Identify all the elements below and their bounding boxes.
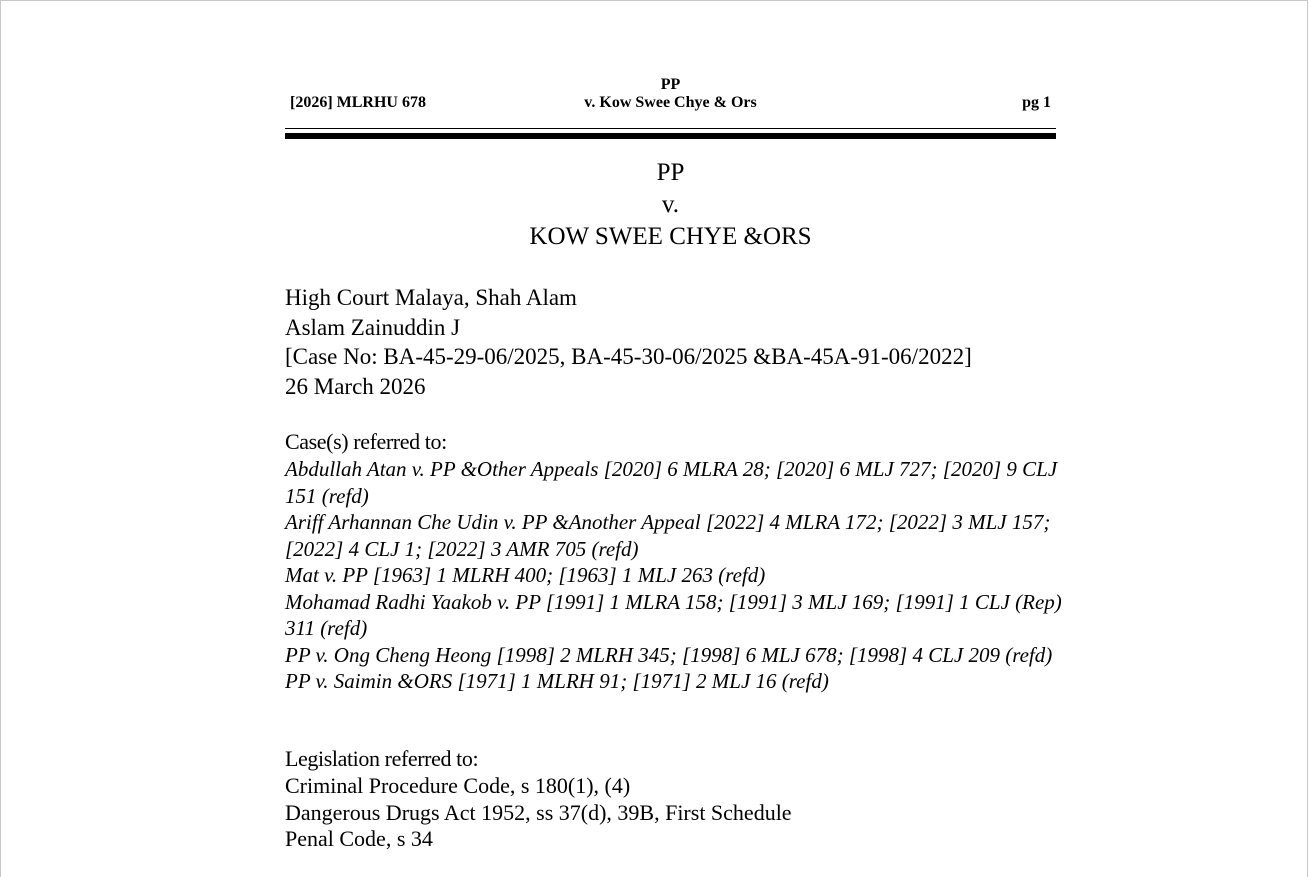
- header-citation: [2026] MLRHU 678: [290, 94, 426, 111]
- header-parties: [285, 76, 1056, 112]
- title-versus: v.: [661, 191, 680, 218]
- header-rule-thick: [285, 133, 1056, 139]
- case-number: [Case No: BA-45-29-06/2025, BA-45-30-06/2025 &BA-45A-91-06/2022]: [285, 344, 972, 369]
- case-citation-item: Abdullah Atan v. PP &Other Appeals [2020] 6 MLRA 28; [2020] 6 MLJ 727; [2020] 9 CLJ 151 (refd): [285, 457, 1058, 508]
- header-rule-thin: [285, 128, 1056, 129]
- title-appellant: PP: [656, 159, 685, 186]
- judgment-date: 26 March 2026: [285, 373, 426, 399]
- cases-referred-list: [285, 456, 1065, 695]
- running-header: [285, 74, 1056, 118]
- case-citation-item: Mohamad Radhi Yaakob v. PP [1991] 1 MLRA 158; [1991] 3 MLJ 169; [1991] 1 CLJ (Rep) 311 (refd): [285, 589, 1062, 640]
- cases-referred-section: [285, 428, 1065, 695]
- case-title: [285, 157, 1056, 253]
- title-respondent: KOW SWEE CHYE &ORS: [529, 223, 812, 250]
- legislation-referred-list: [285, 773, 1065, 853]
- header-page-number: pg 1: [1022, 94, 1051, 111]
- header-parties-line2: v. Kow Swee Chye & Ors: [584, 94, 757, 111]
- case-citation-item: Ariff Arhannan Che Udin v. PP &Another Appeal [2022] 4 MLRA 172; [2022] 3 MLJ 157; [2022] 4 CLJ 1; [2022] 3 AMR 705 (refd): [285, 510, 1051, 561]
- court-name: High Court Malaya, Shah Alam: [285, 285, 577, 310]
- legislation-item: Dangerous Drugs Act 1952, ss 37(d), 39B, First Schedule: [285, 799, 792, 825]
- legislation-referred-heading: Legislation referred to:: [285, 746, 479, 771]
- cases-referred-heading: Case(s) referred to:: [285, 429, 447, 454]
- case-citation-item: Mat v. PP [1963] 1 MLRH 400; [1963] 1 MLJ 263 (refd): [285, 563, 766, 587]
- legislation-item: Criminal Procedure Code, s 180(1), (4): [285, 773, 631, 798]
- judge-name: Aslam Zainuddin J: [285, 314, 461, 340]
- legislation-item: Penal Code, s 34: [285, 826, 433, 851]
- case-citation-item: PP v. Ong Cheng Heong [1998] 2 MLRH 345; [1998] 6 MLJ 678; [1998] 4 CLJ 209 (refd): [285, 642, 1053, 667]
- header-parties-line1: PP: [660, 76, 681, 93]
- legislation-referred-section: [285, 745, 1065, 853]
- case-citation-item: PP v. Saimin &ORS [1971] 1 MLRH 91; [1971] 2 MLJ 16 (refd): [285, 669, 829, 693]
- case-meta: [285, 283, 1075, 401]
